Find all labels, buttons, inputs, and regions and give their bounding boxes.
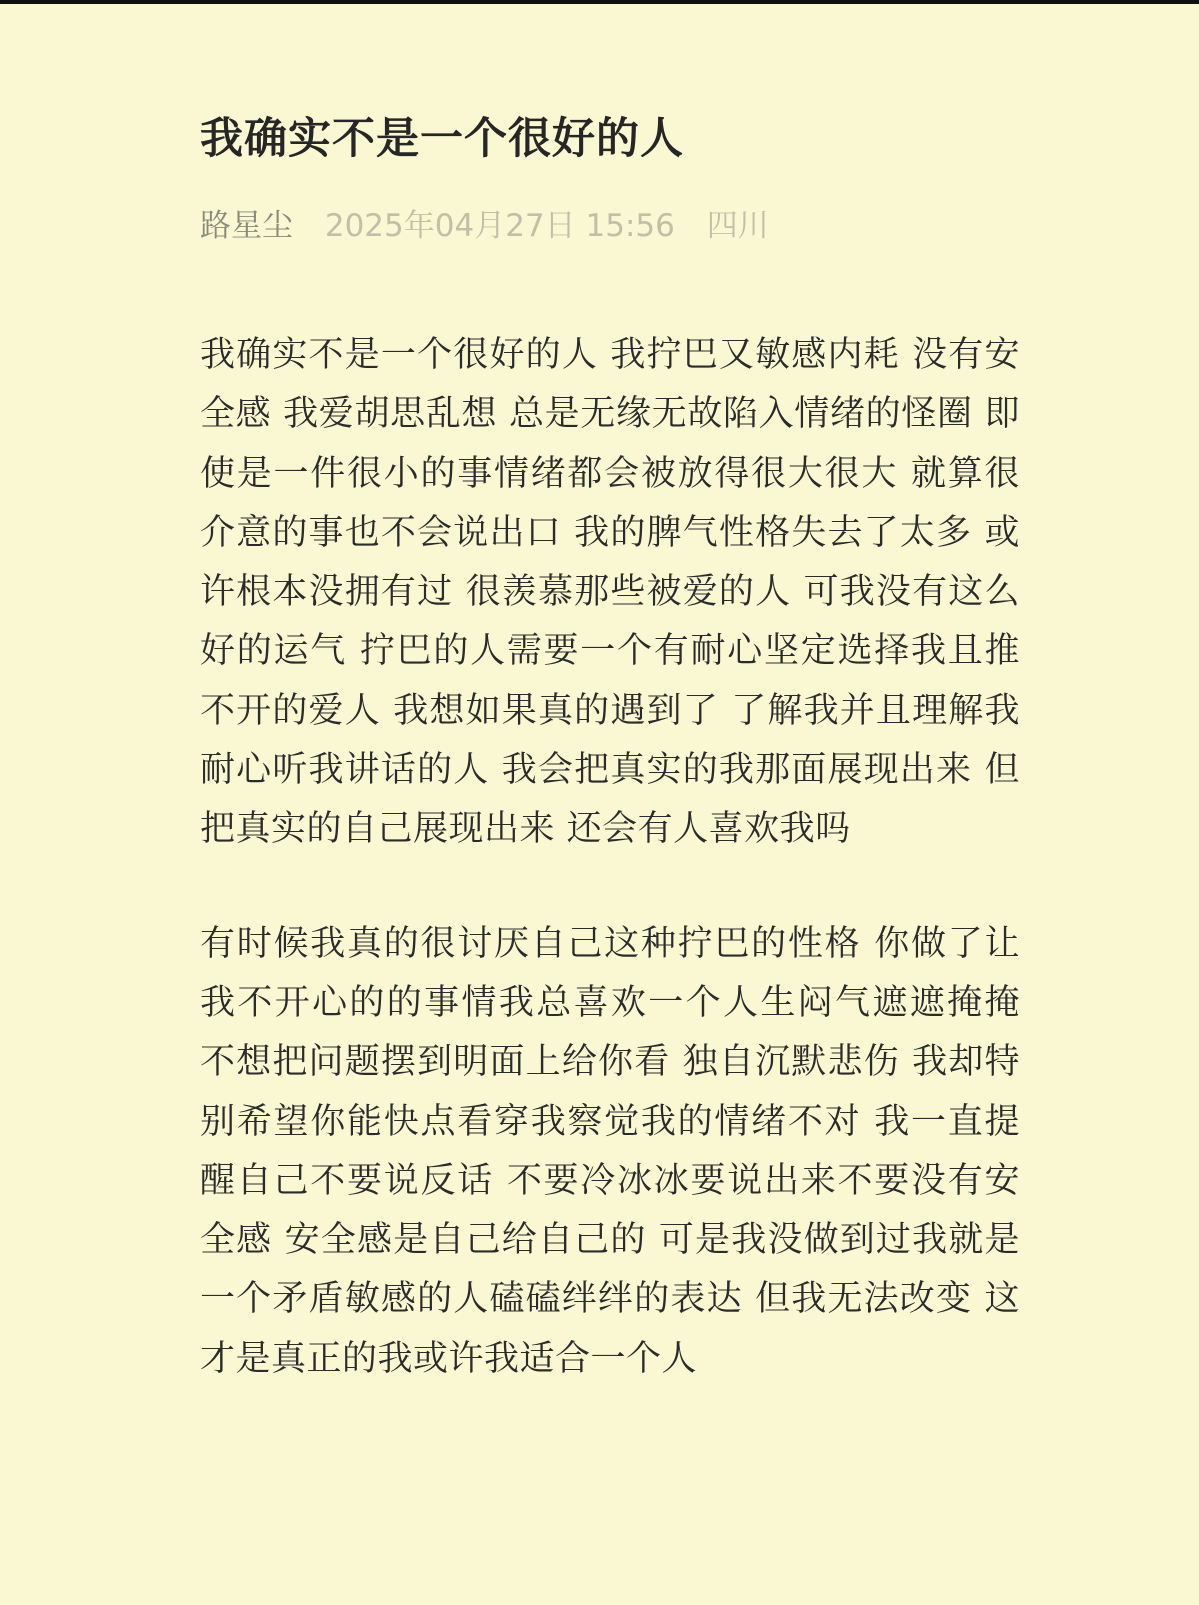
paragraph-1: 我确实不是一个很好的人 我拧巴又敏感内耗 没有安全感 我爱胡思乱想 总是无缘无故陷入情绪的怪圈 即使是一件很小的事情绪都会被放得很大很大 就算很介意的事也不会说出口 我的脾气性格失去了太多 或许根本没拥有过 很羡慕那些被爱的人 可我没有这么好的运气 拧巴的人需要一个有耐心坚定选择我且推不开的爱人 我想如果真的遇到了 了解我并且理解我耐心听我讲话的人 我会把真实的我那面展现出来 但把真实的自己展现出来 还会有人喜欢我吗 [200,335,1020,850]
publish-date: 2025年04月27日 15:56 [324,208,675,244]
article-meta [200,206,1030,246]
article [200,108,1030,1389]
publish-location: 四川 [706,208,769,244]
top-edge-bar [0,0,1199,4]
paragraph-2: 有时候我真的很讨厌自己这种拧巴的性格 你做了让我不开心的的事情我总喜欢一个人生闷气遮遮掩掩 不想把问题摆到明面上给你看 独自沉默悲伤 我却特别希望你能快点看穿我察觉我的情绪不对 我一直提醒自己不要说反话 不要冷冰冰要说出来不要没有安全感 安全感是自己给自己的 可是我没做到过我就是一个矛盾敏感的人磕磕绊绊的表达 但我无法改变 这才是真正的我或许我适合一个人 [200,923,1020,1379]
article-body [200,326,1020,1389]
author-name[interactable]: 路星尘 [200,208,293,244]
article-title: 我确实不是一个很好的人 [200,114,684,164]
